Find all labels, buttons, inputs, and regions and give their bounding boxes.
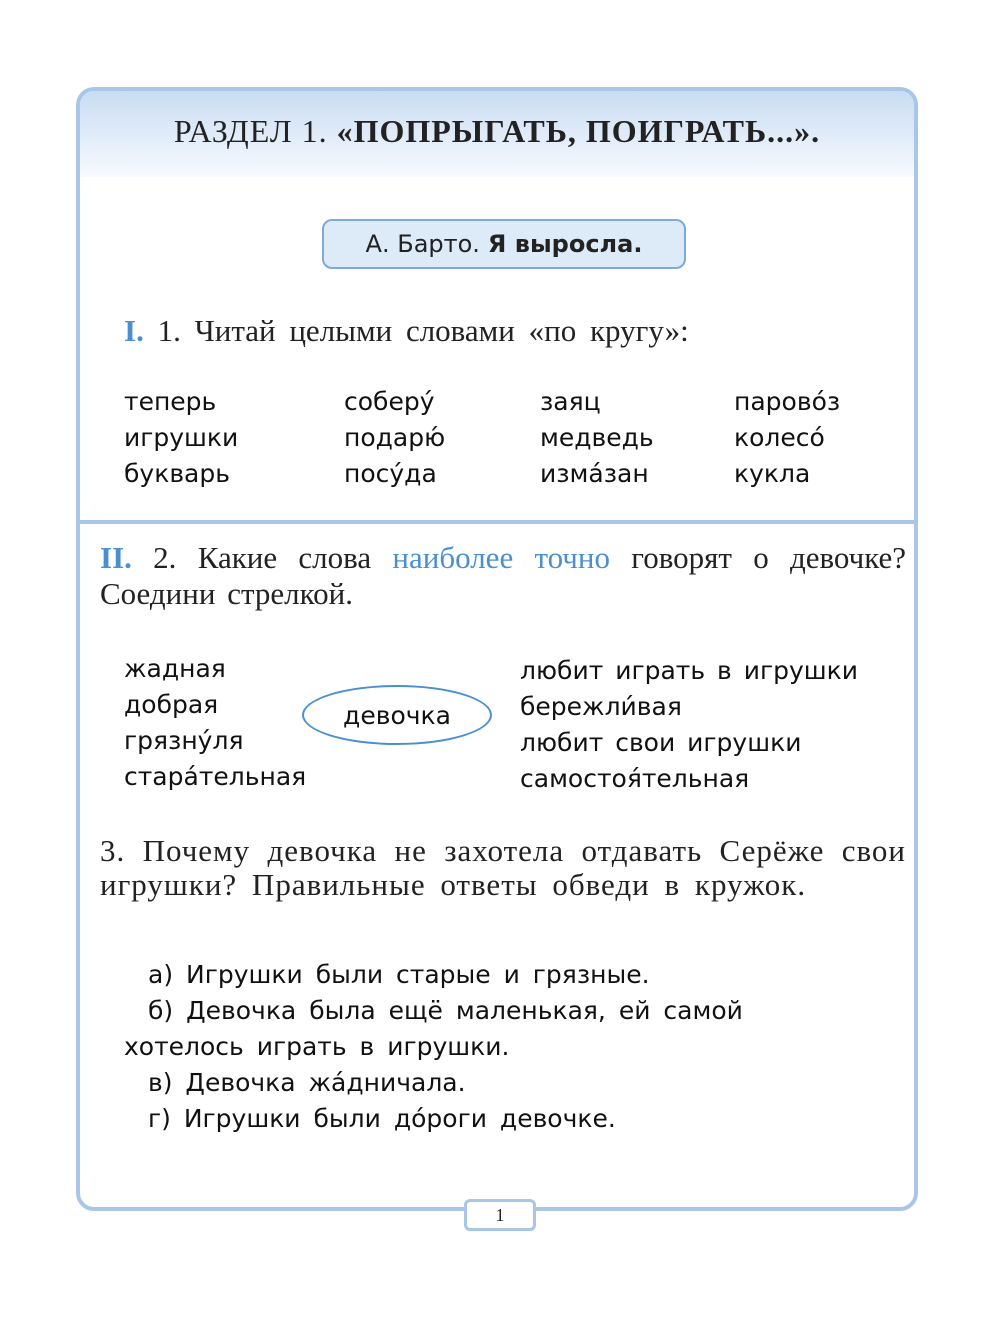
answer-d: г) Игрушки были до́роги девочке.	[148, 1104, 616, 1133]
answer-c: в) Девочка жа́дничала.	[148, 1068, 466, 1097]
task2-text-after: говорят о девочке? Соедини стрелкой.	[100, 540, 907, 611]
center-word: девочка	[343, 700, 451, 730]
word-item: букварь	[124, 459, 230, 488]
section-divider	[80, 520, 914, 524]
task3-answers	[124, 957, 864, 1137]
word-item: подарю́	[344, 423, 446, 452]
list-item: грязну́ля	[124, 726, 244, 755]
task2-roman: II.	[100, 540, 132, 575]
task3-question: 3. Почему девочка не захотела отдавать Серёже свои игрушки? Правильные ответы обведи в кружок.	[100, 833, 906, 902]
task1-heading	[124, 313, 689, 349]
word-item: кукла	[734, 459, 811, 488]
word-item: посу́да	[344, 459, 437, 488]
work-title: Я выросла.	[487, 230, 643, 258]
list-item: добрая	[124, 690, 219, 719]
task2-heading	[100, 540, 906, 612]
center-word-oval	[302, 685, 492, 745]
task2-text-before: 2. Какие слова	[153, 540, 372, 575]
list-item: жадная	[124, 654, 226, 683]
author-title-box	[322, 219, 686, 269]
list-item: любит играть в игрушки	[520, 656, 858, 685]
answer-a: а) Игрушки были старые и грязные.	[148, 960, 650, 989]
author-name: А. Барто.	[365, 230, 480, 258]
list-item: бережли́вая	[520, 692, 682, 721]
word-item: колесо́	[734, 423, 825, 452]
task1-roman: I.	[124, 313, 144, 348]
page-frame	[76, 87, 918, 1211]
task2-highlight: наиболее точно	[392, 540, 610, 575]
word-item: заяц	[540, 387, 601, 416]
list-item: стара́тельная	[124, 762, 307, 791]
right-phrases-list	[520, 653, 858, 797]
section-prefix: РАЗДЕЛ 1.	[173, 113, 328, 149]
word-item: медведь	[540, 423, 654, 452]
page-number-tab	[464, 1199, 536, 1231]
answer-b-line2: хотелось играть в игрушки.	[124, 1032, 510, 1061]
reading-words-grid	[124, 384, 874, 492]
section-name: «ПОПРЫГАТЬ, ПОИГРАТЬ...».	[336, 113, 821, 149]
word-item: теперь	[124, 387, 217, 416]
word-item: игрушки	[124, 423, 239, 452]
word-item: парово́з	[734, 387, 841, 416]
task1-text: 1. Читай целыми словами «по кругу»:	[157, 313, 689, 348]
word-item: изма́зан	[540, 459, 649, 488]
list-item: любит свои игрушки	[520, 728, 802, 757]
section-title	[80, 113, 914, 150]
word-item: соберу́	[344, 387, 435, 416]
list-item: самостоя́тельная	[520, 764, 750, 793]
left-adjectives-list	[124, 651, 306, 795]
answer-b-line1: б) Девочка была ещё маленькая, ей самой	[148, 996, 743, 1025]
page-number: 1	[495, 1204, 505, 1225]
